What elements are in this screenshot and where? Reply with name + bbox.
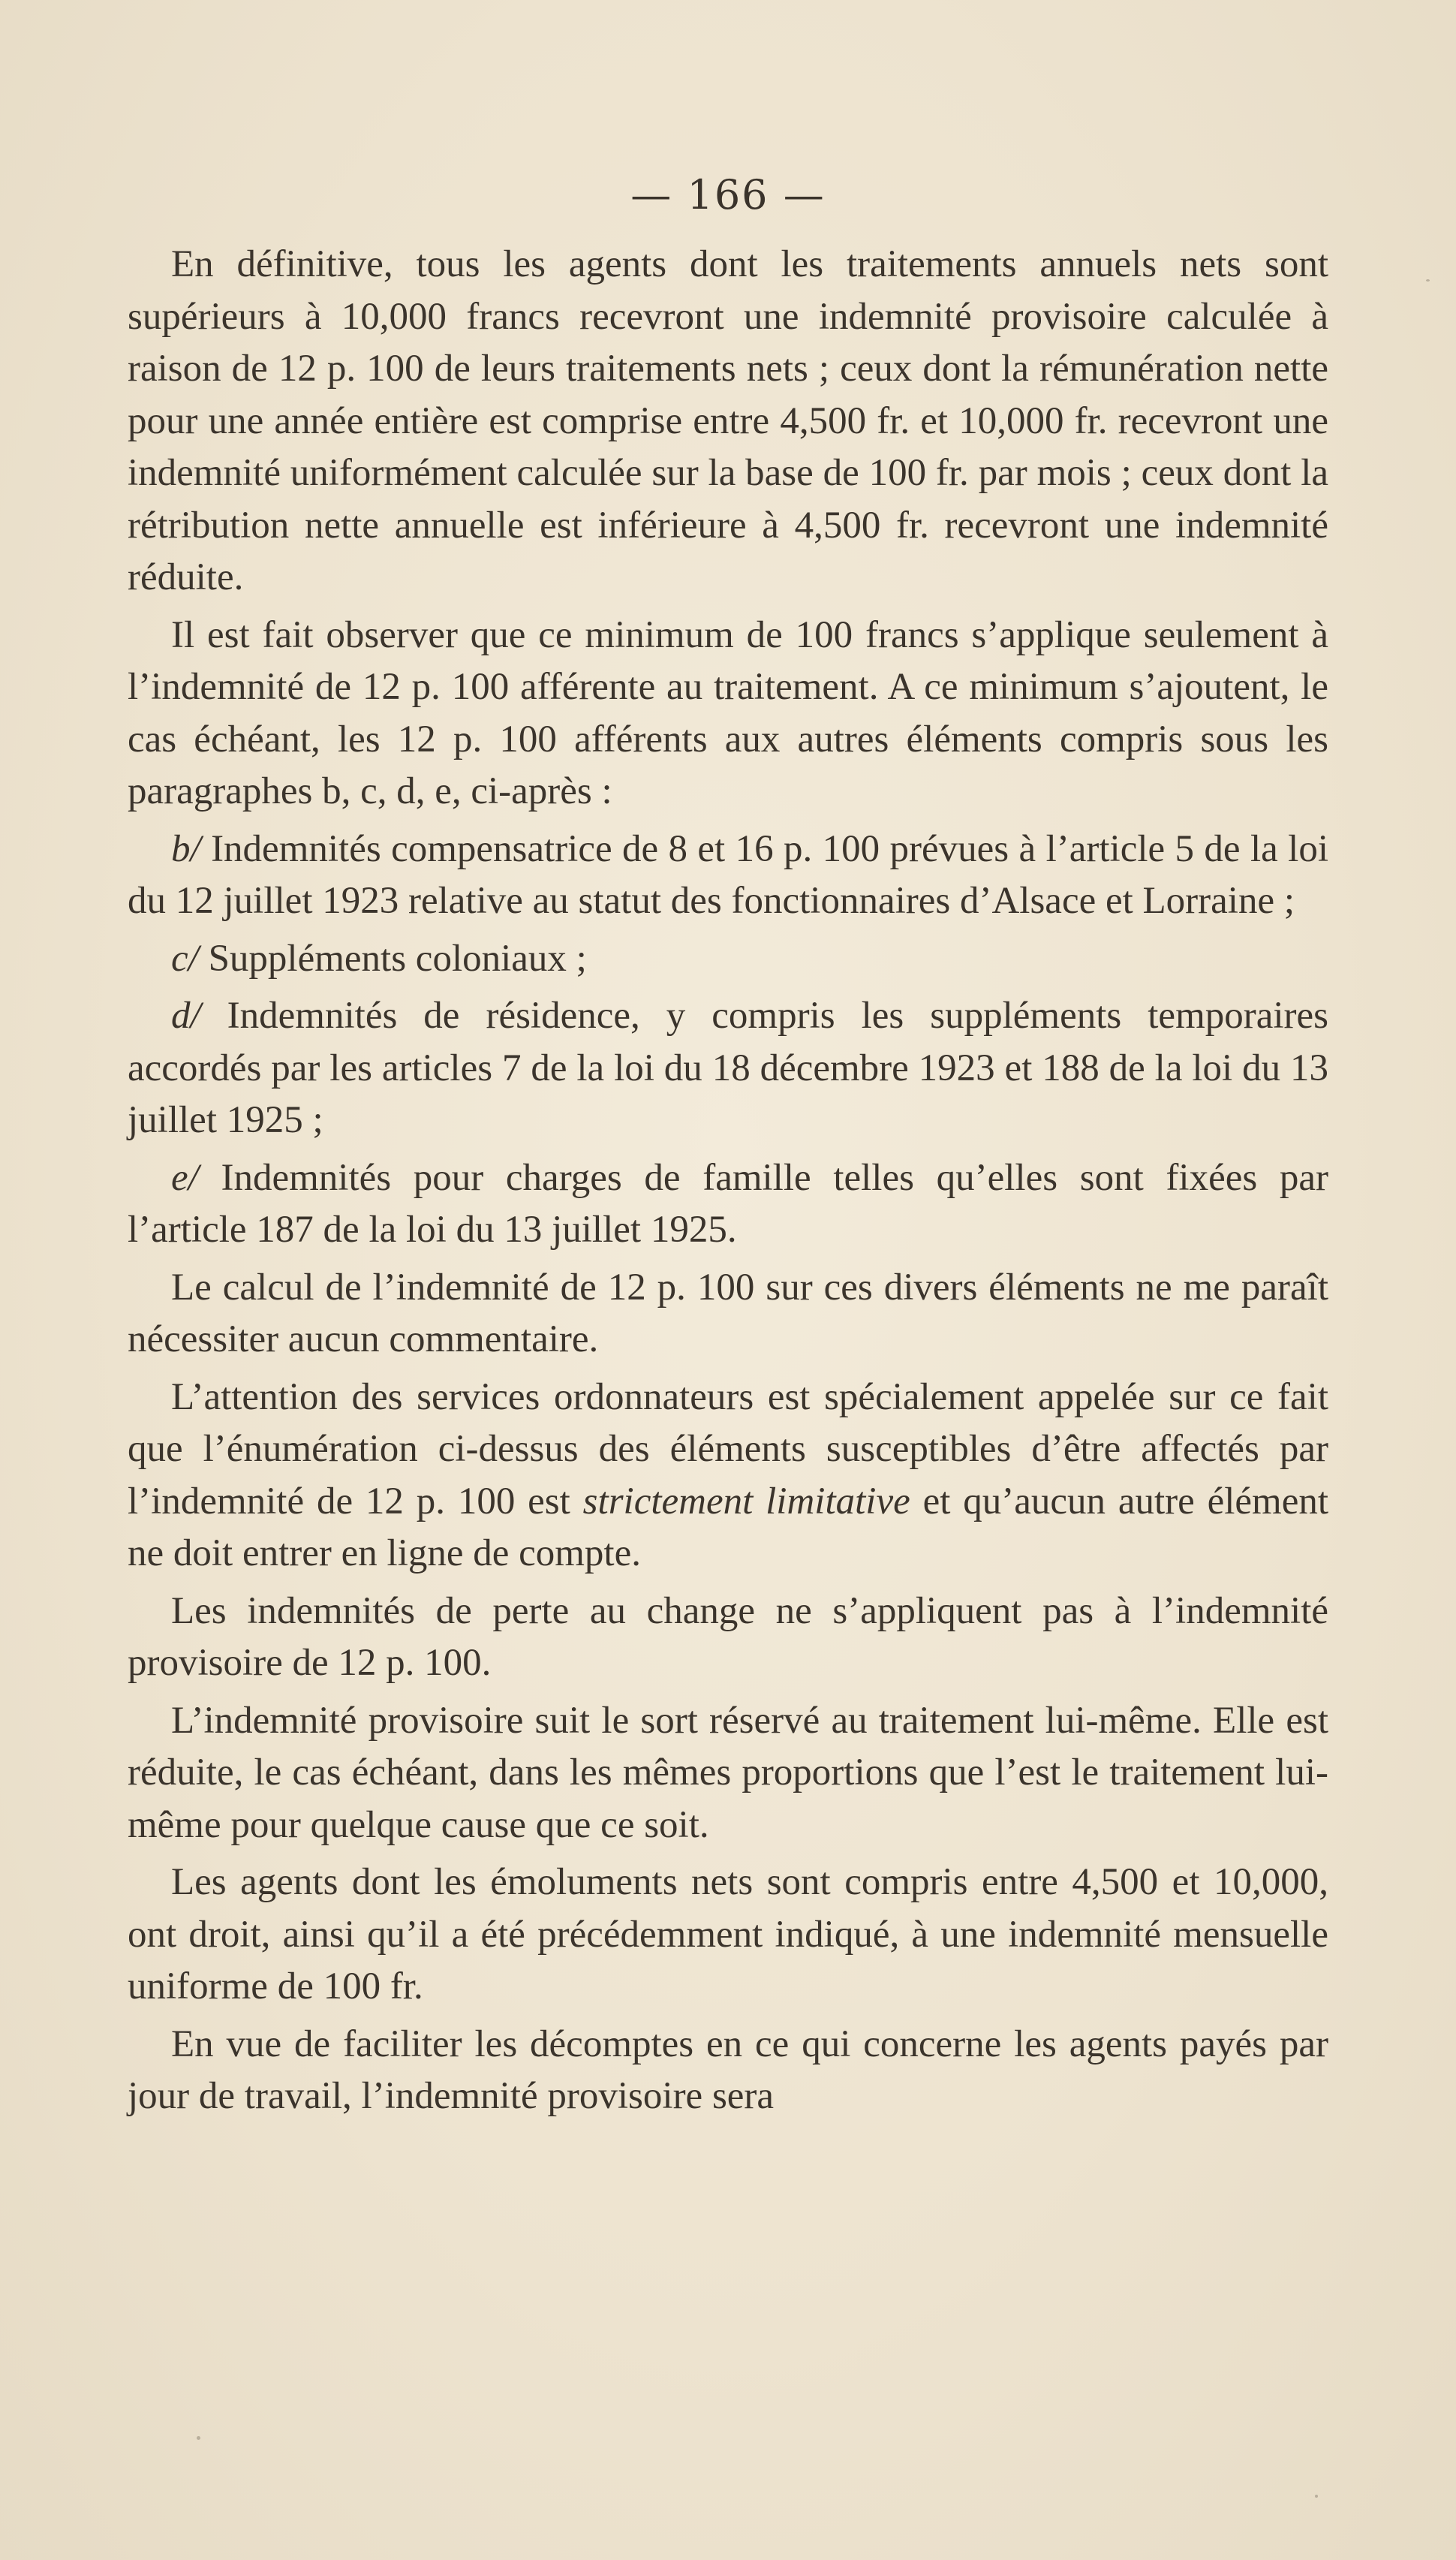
- list-item-e: [128, 1152, 1328, 1257]
- list-item-b: [128, 824, 1328, 928]
- body-text: [128, 239, 1328, 2128]
- paper-speck: [1426, 279, 1430, 282]
- paragraph-text: Suppléments coloniaux ;: [198, 937, 587, 980]
- item-label: e/: [171, 1156, 199, 1199]
- paper-speck: [197, 2436, 200, 2440]
- paper-speck: [1315, 2495, 1318, 2498]
- page-number: — 166 —: [630, 171, 826, 218]
- paragraph-text: Indemnités pour charges de famille telles qu’elles sont fixées par l’article 187 de la loi du 13 juillet 1925.: [128, 1156, 1328, 1251]
- paragraph-text: Indemnités de résidence, y compris les suppléments temporaires accordés par les articles 7 de la loi du 18 décembre 1923 et 188 de la loi du 13 juillet 1925 ;: [128, 995, 1328, 1141]
- paragraph: [128, 1695, 1328, 1852]
- paragraph-text: Indemnités compensatrice de 8 et 16 p. 100 prévues à l’article 5 de la loi du 12 juillet 1923 relative au statut des fonctionnaires d’Alsace et Lorraine ;: [128, 827, 1328, 922]
- paragraph-text: L’indemnité provisoire suit le sort réservé au traitement lui-même. Elle est réduite, le cas échéant, dans les mêmes proportions que l’est le traitement lui-même pour quelque cause que ce soit.: [128, 1699, 1328, 1846]
- paragraph: [128, 1372, 1328, 1580]
- paragraph-text: L’attention des services ordonnateurs est spécialement appelée sur ce fait que l’énumération ci-dessus des éléments susceptibles d’être affectés par l’indemnité de 12 p. 100 est: [128, 1375, 1328, 1522]
- paragraph: [128, 1262, 1328, 1366]
- paragraph-text: et qu’aucun autre élément ne doit entrer en ligne de compte.: [128, 1480, 1329, 1574]
- list-item-d: [128, 990, 1328, 1147]
- paragraph: [128, 2019, 1328, 2123]
- list-item-c: [128, 933, 1328, 986]
- paragraph-text: En définitive, tous les agents dont les traitements annuels nets sont supérieurs à 10,000 francs recevront une indemnité provisoire calculée à raison de 12 p. 100 de leurs traitements nets ; ceux dont la rémunération nette pour une année entière est comprise entre 4,500 fr. et 10,000 fr. recevront une indemnité uniformément calculée sur la base de 100 fr. par mois ; ceux dont la rétribution nette annuelle est inférieure à 4,500 fr. recevront une indemnité réduite.: [128, 243, 1328, 598]
- paragraph-text: Les indemnités de perte au change ne s’appliquent pas à l’indemnité provisoire de 12 p. 100.: [128, 1589, 1328, 1684]
- paragraph-text: Le calcul de l’indemnité de 12 p. 100 sur ces divers éléments ne me paraît nécessiter aucun commentaire.: [128, 1266, 1328, 1360]
- item-label: c/: [171, 937, 199, 980]
- emphasis-text: strictement limitative: [582, 1480, 910, 1522]
- paragraph-text: Il est fait observer que ce minimum de 100 francs s’applique seulement à l’indemnité de 12 p. 100 afférente au traitement. A ce minimum s’ajoutent, le cas échéant, les 12 p. 100 afférents aux autres éléments compris sous les paragraphes b, c, d, e, ci-après :: [128, 613, 1328, 812]
- paragraph: [128, 1857, 1328, 2013]
- paragraph: [128, 239, 1328, 604]
- paragraph: [128, 1586, 1328, 1690]
- paragraph-text: En vue de faciliter les décomptes en ce qui concerne les agents payés par jour de travail, l’indemnité provisoire sera: [128, 2022, 1328, 2117]
- item-label: b/: [171, 827, 201, 870]
- paragraph: [128, 610, 1328, 818]
- item-label: d/: [171, 995, 201, 1037]
- paragraph-text: Les agents dont les émoluments nets sont compris entre 4,500 et 10,000, ont droit, ainsi qu’il a été précédemment indiqué, à une indemnité mensuelle uniforme de 100 fr.: [128, 1861, 1328, 2007]
